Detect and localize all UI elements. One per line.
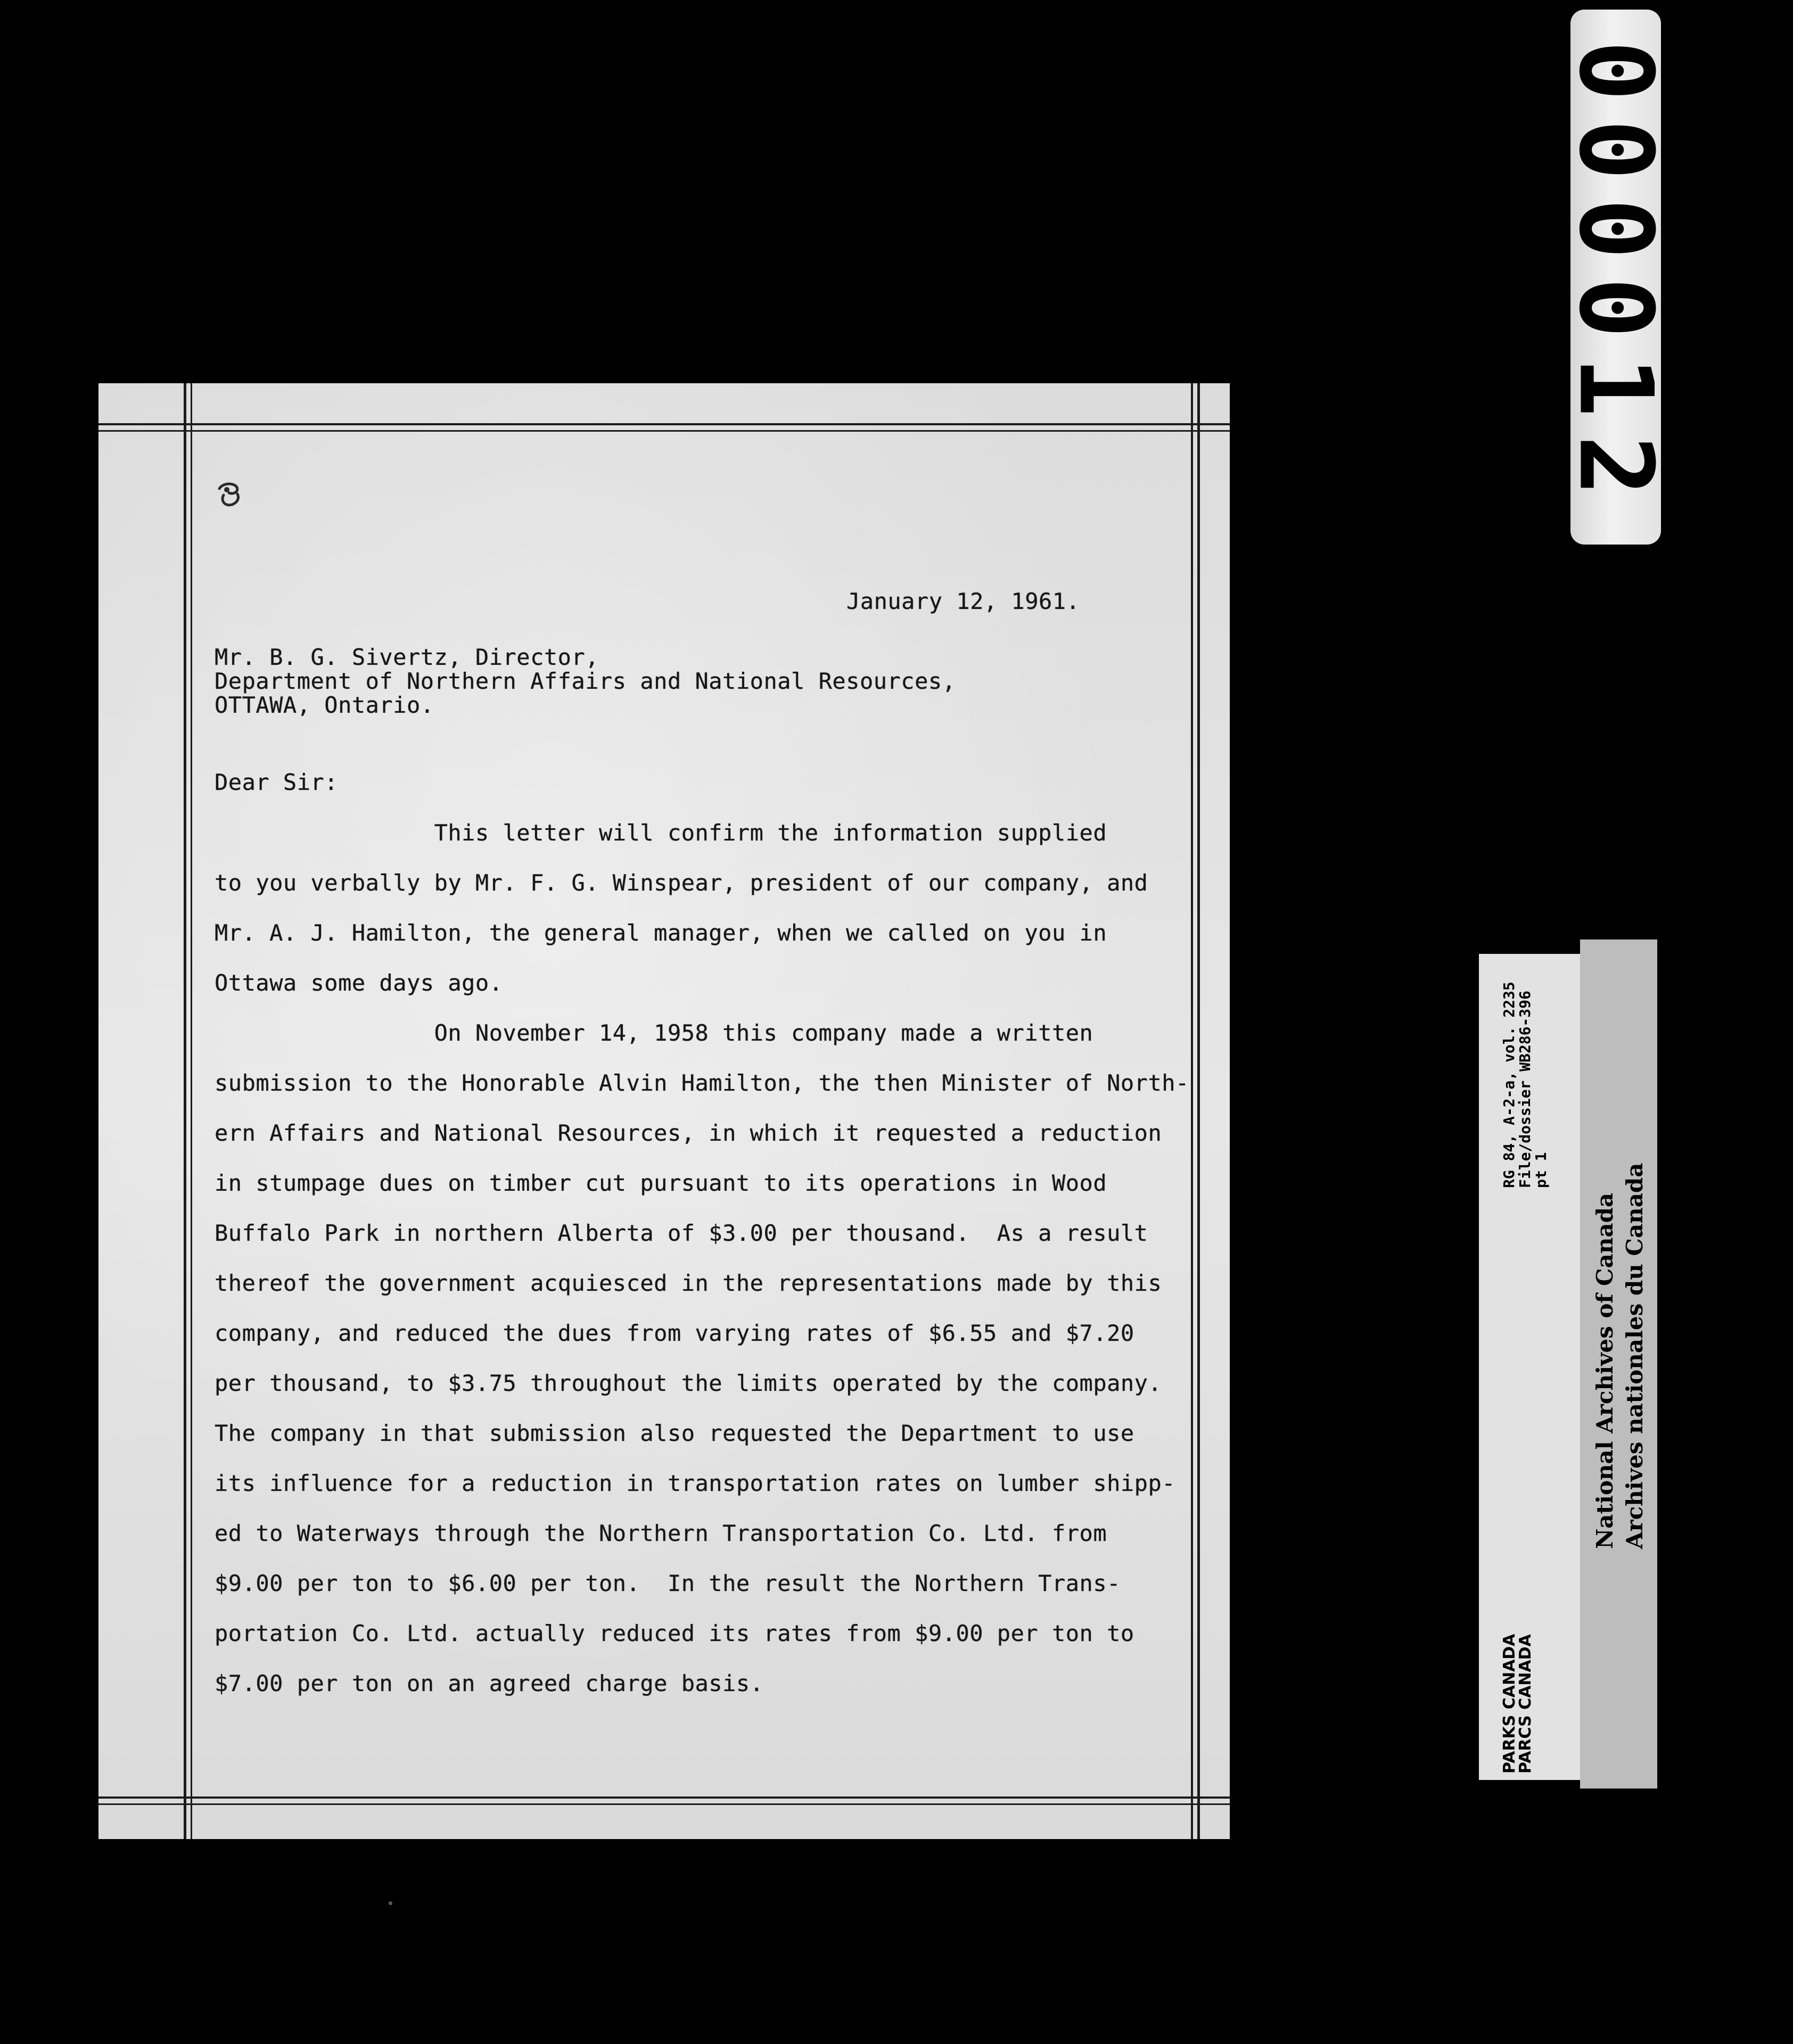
letter-body-line: Buffalo Park in northern Alberta of $3.00 per thousand. As a result [215,1220,1148,1246]
frame-number-tab [1557,10,1675,545]
margin-rule-bottom-inner [98,1796,1230,1799]
margin-rule-bottom [98,1803,1230,1805]
letter-body-line: On November 14, 1958 this company made a written [215,1020,1093,1046]
letter-body-line: $9.00 per ton to $6.00 per ton. In the result the Northern Trans- [215,1570,1121,1596]
letter-body-line: to you verbally by Mr. F. G. Winspear, president of our company, and [215,870,1148,896]
letter-body-line: ern Affairs and National Resources, in which it requested a reduction [215,1120,1162,1146]
letter-body-line: thereof the government acquiesced in the representations made by this [215,1270,1162,1296]
recipient-line: OTTAWA, Ontario. [215,692,434,718]
archives-name-fr: Archives nationales du Canada [1622,1163,1648,1549]
letter-date: January 12, 1961. [846,588,1080,614]
agency-name-en: PARKS CANADA [1500,1634,1519,1774]
frame-number: 000012 [1557,40,1675,514]
archive-label-parks [1479,954,1583,1780]
archive-label-nac [1580,939,1657,1789]
letter-body-line: company, and reduced the dues from varying rates of $6.55 and $7.20 [215,1320,1134,1346]
film-speck [389,1901,392,1905]
margin-rule-right-inner [1191,383,1193,1839]
letter-body-line: ed to Waterways through the Northern Transportation Co. Ltd. from [215,1520,1107,1546]
margin-rule-top [98,423,1230,425]
salutation: Dear Sir: [215,769,339,795]
letter-body-line: $7.00 per ton on an agreed charge basis. [215,1670,764,1696]
margin-rule-top-inner [98,430,1230,432]
letter-body-line: The company in that submission also requested the Department to use [215,1420,1134,1446]
letter-sheet [98,383,1230,1839]
letter-body-line: per thousand, to $3.75 throughout the limits operated by the company. [215,1370,1162,1396]
recipient-line: Department of Northern Affairs and National Resources, [215,668,956,694]
margin-rule-left-inner [191,383,192,1839]
archive-part-reference: pt 1 [1532,1152,1550,1188]
margin-rule-left [184,383,186,1839]
archives-name-en: National Archives of Canada [1592,1192,1618,1549]
agency-name-fr: PARCS CANADA [1516,1634,1535,1774]
margin-rule-right [1197,383,1200,1839]
letter-body-line: portation Co. Ltd. actually reduced its rates from $9.00 per ton to [215,1620,1134,1646]
letter-body-line: Ottawa some days ago. [215,970,503,996]
letter-body-line: in stumpage dues on timber cut pursuant to its operations in Wood [215,1170,1107,1196]
recipient-line: Mr. B. G. Sivertz, Director, [215,644,599,670]
letter-body-line: This letter will confirm the information supplied [215,820,1107,846]
letter-body-line: submission to the Honorable Alvin Hamilton, the then Minister of North- [215,1070,1189,1096]
archive-reference: RG 84, A-2-a, vol. 2235 [1500,982,1518,1188]
ink-mark-icon [213,479,245,511]
archive-file-reference: File/dossier WB286-396 [1516,991,1534,1188]
letter-body-line: Mr. A. J. Hamilton, the general manager, when we called on you in [215,920,1107,946]
letter-body-line: its influence for a reduction in transportation rates on lumber shipp- [215,1470,1176,1496]
